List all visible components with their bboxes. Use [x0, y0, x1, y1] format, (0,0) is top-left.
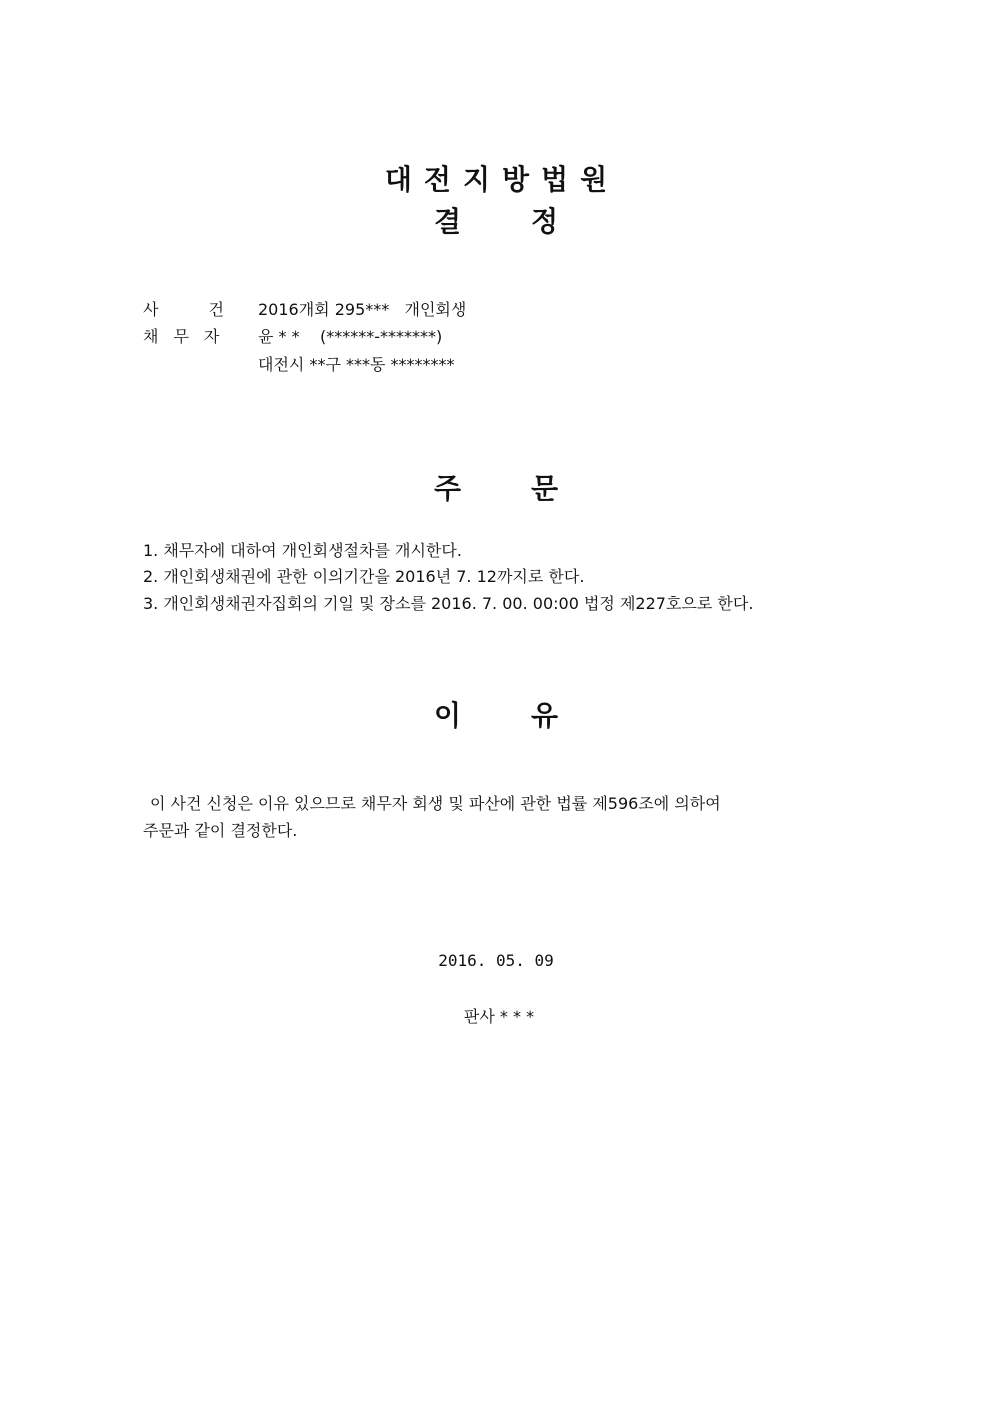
debtor-address: 대전시 **구 ***동 ********: [258, 355, 455, 374]
debtor-value: 윤 * * (******-*******): [258, 327, 443, 346]
reason-section-title: 이유: [433, 699, 629, 732]
order-section-title: 주문: [433, 472, 629, 505]
debtor-label: 채무자: [143, 327, 235, 346]
document-title: 결정: [433, 205, 629, 238]
order-item: 1. 채무자에 대하여 개인회생절차를 개시한다.: [143, 541, 462, 560]
case-value: 2016개회 295*** 개인회생: [258, 300, 467, 319]
case-label: 사건: [143, 300, 274, 319]
order-item: 2. 개인회생채권에 관한 이의기간을 2016년 7. 12까지로 한다.: [143, 567, 585, 586]
decision-date: 2016. 05. 09: [438, 951, 554, 970]
court-name: 대전지방법원: [384, 163, 620, 196]
judge-signature: 판사 * * *: [463, 1007, 535, 1026]
reason-line: 주문과 같이 결정한다.: [143, 821, 298, 840]
order-item: 3. 개인회생채권자집회의 기일 및 장소를 2016. 7. 00. 00:00 법정 제227호으로 한다.: [143, 594, 754, 613]
reason-line: 이 사건 신청은 이유 있으므로 채무자 회생 및 파산에 관한 법률 제596조에 의하여: [150, 794, 721, 813]
